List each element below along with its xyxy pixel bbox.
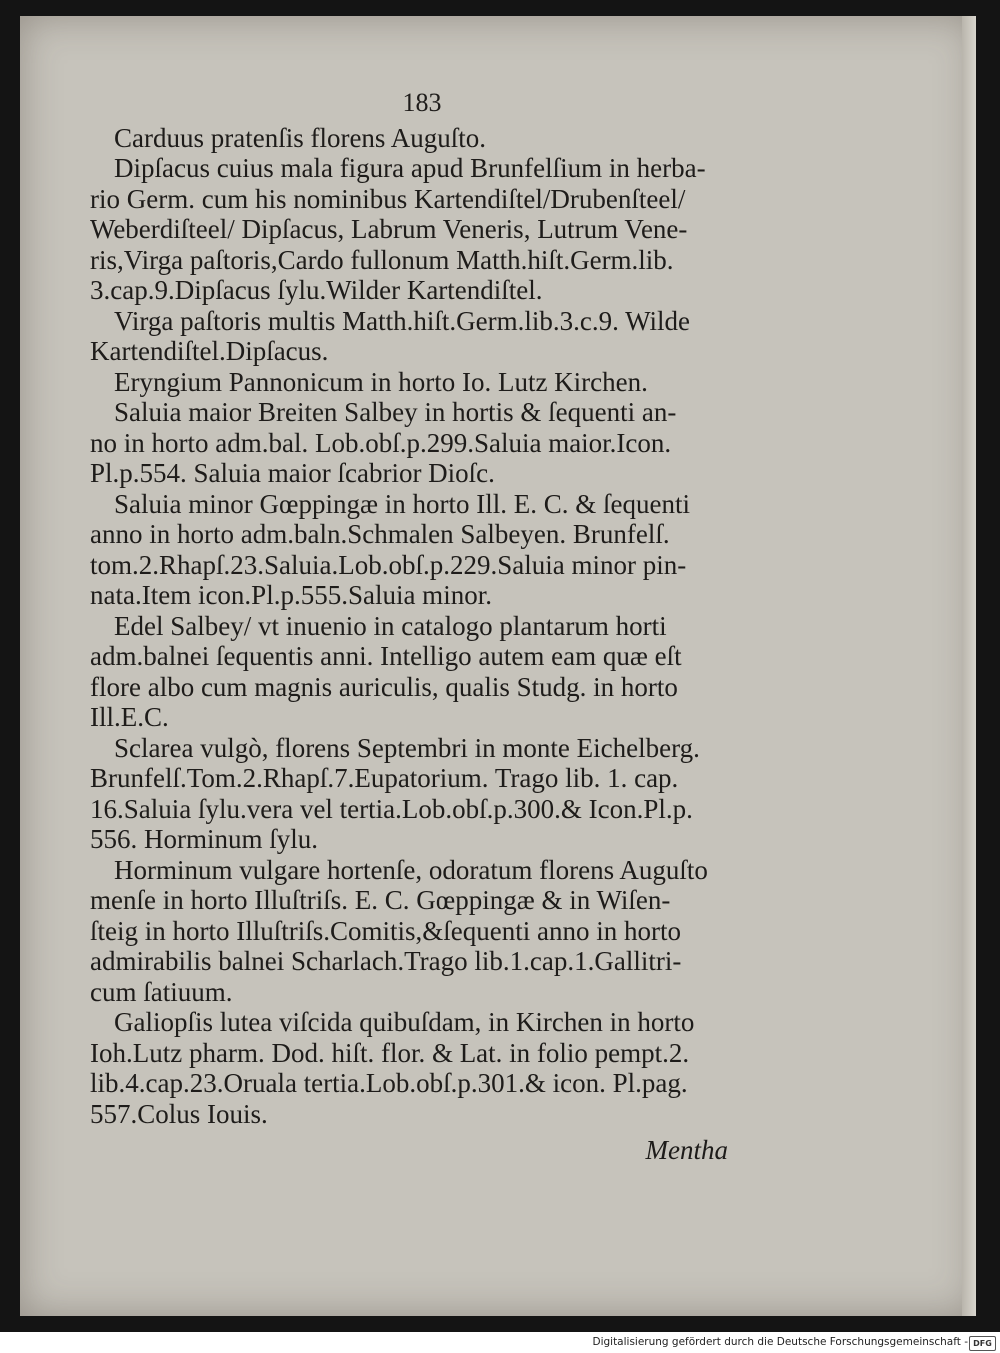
footer-bar <box>0 1332 1000 1353</box>
text-line: 557.Colus Iouis. <box>90 1098 268 1129</box>
text-line: anno in horto adm.baln.Schmalen Salbeyen. Brunfelſ. <box>90 519 670 549</box>
text-line: Saluia maior Breiten Salbey in hortis & ſequenti an- <box>114 397 677 427</box>
text-line: Ill.E.C. <box>90 702 169 732</box>
text-line: 3.cap.9.Dipſacus ſylu.Wilder Kartendiſtel. <box>90 275 543 305</box>
text-line: Edel Salbey/ vt inuenio in catalogo plantarum horti <box>114 610 667 641</box>
text-line: Sclarea vulgò, florens Septembri in monte Eichelberg. <box>114 732 700 763</box>
text-line: Weberdiſteel/ Dipſacus, Labrum Veneris, Lutrum Vene- <box>90 214 688 244</box>
text-line: 556. Horminum ſylu. <box>90 824 318 854</box>
book-page <box>20 16 976 1316</box>
text-line: Ioh.Lutz pharm. Dod. hiſt. flor. & Lat. in folio pempt.2. <box>90 1037 690 1068</box>
dfg-logo-icon: DFG <box>969 1336 996 1351</box>
funding-credit: Digitalisierung gefördert durch die Deutsche Forschungsgemeinschaft - <box>592 1336 968 1348</box>
text-block <box>90 88 730 1166</box>
text-line: no in horto adm.bal. Lob.obſ.p.299.Saluia maior.Icon. <box>90 427 672 458</box>
text-line: rio Germ. cum his nominibus Kartendiſtel/Drubenſteel/ <box>90 183 686 214</box>
text-line: Galiopſis lutea viſcida quibuſdam, in Kirchen in horto <box>114 1007 695 1037</box>
text-line: Brunfelſ.Tom.2.Rhapſ.7.Eupatorium. Trago lib. 1. cap. <box>90 763 679 793</box>
text-line: ſteig in horto Illuſtriſs.Comitis,&ſequenti anno in horto <box>90 915 681 946</box>
text-line: Virga paſtoris multis Matth.hiſt.Germ.lib.3.c.9. Wilde <box>114 305 690 336</box>
text-line: nata.Item icon.Pl.p.555.Saluia minor. <box>90 580 492 610</box>
text-line: Horminum vulgare hortenſe, odoratum florens Auguſto <box>114 854 708 885</box>
text-lines <box>90 123 730 1130</box>
text-line: lib.4.cap.23.Oruala tertia.Lob.obſ.p.301.& icon. Pl.pag. <box>90 1068 688 1098</box>
text-line: 16.Saluia ſylu.vera vel tertia.Lob.obſ.p.300.& Icon.Pl.p. <box>90 793 693 824</box>
text-line: tom.2.Rhapſ.23.Saluia.Lob.obſ.p.229.Saluia minor pin- <box>90 549 687 580</box>
text-line: flore albo cum magnis auriculis, qualis Studg. in horto <box>90 671 678 702</box>
text-line: Saluia minor Gœppingæ in horto Ill. E. C. & ſequenti <box>114 488 690 519</box>
text-line: Pl.p.554. Saluia maior ſcabrior Dioſc. <box>90 458 495 488</box>
text-line: adm.balnei ſequentis anni. Intelligo autem eam quæ eſt <box>90 641 682 671</box>
page-edge <box>962 16 976 1316</box>
catchword: Mentha <box>645 1135 728 1165</box>
text-line: menſe in horto Illuſtriſs. E. C. Gœppingæ & in Wiſen- <box>90 885 671 915</box>
text-line: cum ſatiuum. <box>90 976 233 1007</box>
text-line: ris,Virga paſtoris,Cardo fullonum Matth.hiſt.Germ.lib. <box>90 244 674 275</box>
page-number: 183 <box>402 88 442 117</box>
text-line: admirabilis balnei Scharlach.Trago lib.1.cap.1.Gallitri- <box>90 946 682 976</box>
text-line: Dipſacus cuius mala figura apud Brunfelſium in herba- <box>114 153 706 183</box>
text-line: Kartendiſtel.Dipſacus. <box>90 336 329 366</box>
text-line: Eryngium Pannonicum in horto Io. Lutz Kirchen. <box>114 366 648 397</box>
text-line: Carduus pratenſis florens Auguſto. <box>114 122 486 153</box>
